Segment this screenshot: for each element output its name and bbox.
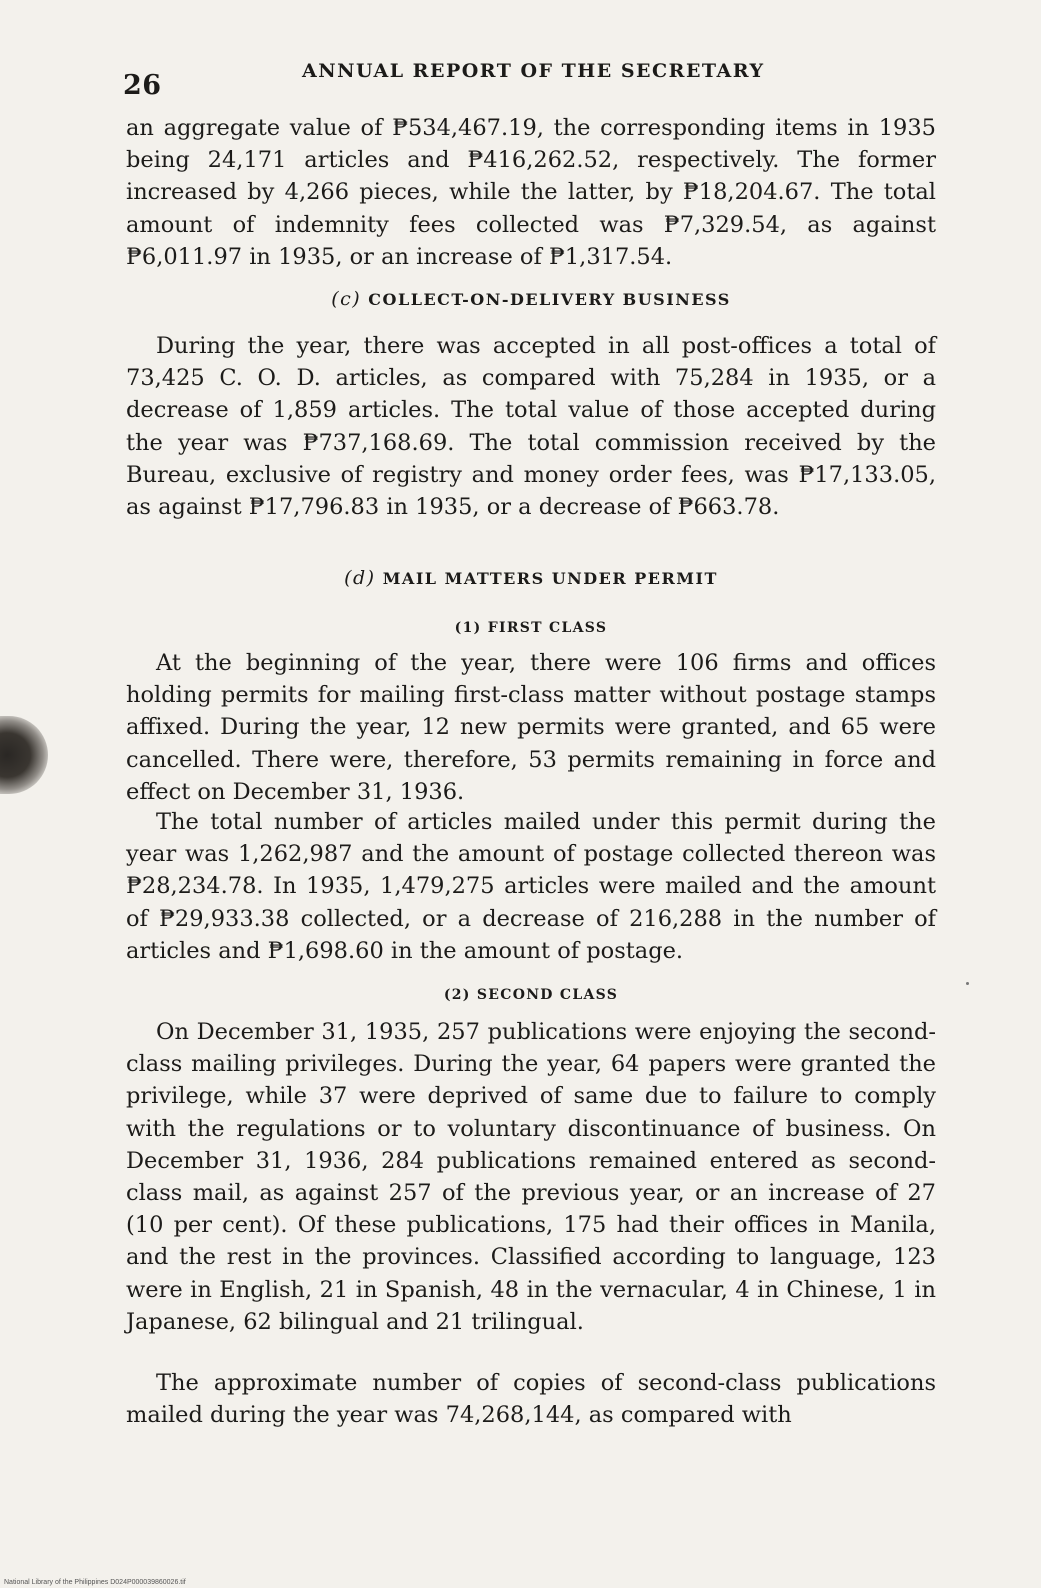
paragraph-cod: During the year, there was accepted in all post-offices a total of 73,425 C. O. D. articles, as compared with 75,284 in 1935, or a decrease of 1,859 articles. The total value of those accepted during the year was ₱737,168.69. The total commission received by the Bureau, exclusive of registry and money order fees, was ₱17,133.05, as against ₱17,796.83 in 1935, or a decrease of ₱663.78. xyxy=(126,333,936,521)
running-title: ANNUAL REPORT OF THE SECRETARY xyxy=(302,60,765,82)
subheading-second-class: (2) SECOND CLASS xyxy=(443,987,619,1003)
scan-speck xyxy=(966,982,969,985)
scan-thumb-shadow xyxy=(0,716,48,794)
section-title-cod: COLLECT-ON-DELIVERY BUSINESS xyxy=(368,290,731,309)
section-label-d: (d) xyxy=(344,567,376,589)
page-number: 26 xyxy=(123,70,162,101)
paragraph-first-class-permits: At the beginning of the year, there were 106 firms and offices holding permits for mailing first-class matter without postage stamps affixed. During the year, 12 new permits were granted, and 65 were cancelled. There were, therefore, 53 permits remaining in force and effect on December 31, 1936. xyxy=(126,650,936,805)
section-title-permit: MAIL MATTERS UNDER PERMIT xyxy=(382,569,718,588)
section-label-c: (c) xyxy=(331,288,362,310)
paragraph-indemnity: an aggregate value of ₱534,467.19, the corresponding items in 1935 being 24,171 articles and ₱416,262.52, respectively. The former increased by 4,266 pieces, while the latter, by ₱18,204.67. The total amount of indemnity fees collected was ₱7,329.54, as against ₱6,011.97 in 1935, or an increase of ₱1,317.54. xyxy=(126,115,936,270)
paragraph-second-class-copies: The approximate number of copies of second-class publications mailed during the year was 74,268,144, as compared with xyxy=(126,1370,936,1429)
paragraph-first-class-articles: The total number of articles mailed under this permit during the year was 1,262,987 and the amount of postage collected thereon was ₱28,234.78. In 1935, 1,479,275 articles were mailed and the amount of ₱29,933.38 collected, or a decrease of 216,288 in the number of articles and ₱1,698.60 in the amount of postage. xyxy=(126,809,936,964)
section-heading-permit xyxy=(126,567,936,589)
subheading-first-class: (1) FIRST CLASS xyxy=(454,620,608,636)
section-heading-cod xyxy=(126,288,936,310)
paragraph-second-class-publications: On December 31, 1935, 257 publications were enjoying the second-class mailing privileges. During the year, 64 papers were granted the privilege, while 37 were deprived of same due to failure to comply with the regulations or to voluntary discontinuance of business. On December 31, 1936, 284 publications remained entered as second-class mail, as against 257 of the previous year, or an increase of 27 (10 per cent). Of these publications, 175 had their offices in Manila, and the rest in the provinces. Classified according to language, 123 were in English, 21 in Spanish, 48 in the vernacular, 4 in Chinese, 1 in Japanese, 62 bilingual and 21 trilingual. xyxy=(126,1019,936,1335)
scan-source-footer: National Library of the Philippines D024P000039860026.tif xyxy=(4,1579,186,1586)
